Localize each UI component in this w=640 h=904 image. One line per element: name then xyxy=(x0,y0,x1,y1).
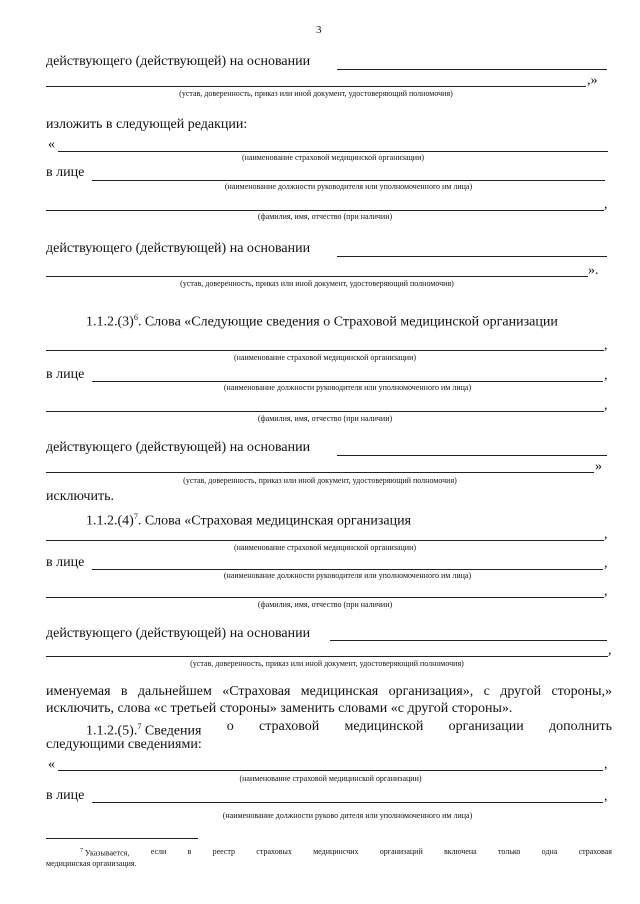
footnote-line: $^7$ Указывается, если в реестр страховых медицинсчих организаций включена только одна страховая xyxy=(80,847,612,858)
comma: , xyxy=(604,368,608,383)
in-person-label: в лице xyxy=(46,788,85,803)
position-line xyxy=(92,180,605,181)
basis-label: действующего (действующей) на основании xyxy=(46,440,311,455)
position-line xyxy=(92,802,603,803)
footnote-separator xyxy=(46,838,198,839)
comma: , xyxy=(604,398,608,413)
comma: , xyxy=(604,757,608,772)
document-line xyxy=(46,472,594,473)
basis-line xyxy=(330,640,607,641)
document-caption: (устав, доверенность, приказ или иной документ, удостоверяющий полномочия) xyxy=(190,659,464,668)
full-name-caption: (фамилия, имя, отчество (при наличии) xyxy=(257,212,393,221)
org-name-line xyxy=(46,540,604,541)
basis-label: действующего (действующей) на основании xyxy=(46,54,311,69)
footnote-ref: 6 xyxy=(133,313,138,322)
comma: , xyxy=(604,338,608,353)
document-line xyxy=(46,656,608,657)
opening-quote: « xyxy=(48,137,55,152)
document-line xyxy=(46,86,586,87)
footnote-continuation: медицинская организация. xyxy=(46,859,137,868)
position-line xyxy=(92,381,603,382)
full-name-line xyxy=(46,210,604,211)
document-caption: (устав, доверенность, приказ или иной документ, удостоверяющий полномочия) xyxy=(180,279,454,288)
org-name-caption: (наименование страховой медицинской организации) xyxy=(233,353,417,362)
document-caption: (устав, доверенность, приказ или иной документ, удостоверяющий полномочия) xyxy=(179,89,453,98)
opening-quote: « xyxy=(48,757,55,772)
full-name-caption: (фамилия, имя, отчество (при наличии) xyxy=(257,600,393,609)
in-person-label: в лице xyxy=(46,367,85,382)
org-name-caption: (наименование страховой медицинской организации) xyxy=(239,774,422,783)
position-caption: (наименование должности руково дителя или уполномоченного им лица) xyxy=(222,811,473,820)
org-name-caption: (наименование страховой медицинской организации) xyxy=(241,153,425,162)
paragraph-continuation: следующими сведениями: xyxy=(46,737,202,752)
paragraph-1-1-2-5: 1.1.2.(5).$^7$ Сведения о страховой медицинской организации дополнить xyxy=(86,719,612,739)
full-name-line xyxy=(46,597,604,598)
comma: , xyxy=(604,789,608,804)
position-caption: (наименование должности руководителя или уполномоченного им лица) xyxy=(224,182,473,191)
closing-quote: » xyxy=(595,459,602,474)
in-person-label: в лице xyxy=(46,555,85,570)
basis-line xyxy=(337,256,607,257)
org-name-line xyxy=(58,151,608,152)
full-name-line xyxy=(46,411,604,412)
footnote-ref: 7 xyxy=(133,512,138,521)
page-number: 3 xyxy=(316,24,322,36)
position-caption: (наименование должности руководителя или уполномоченного им лица) xyxy=(223,571,472,580)
org-name-line xyxy=(46,350,604,351)
paragraph-1-1-2-3: $1.1.2.(3)^6$. Слова «Следующие сведения о Страховой медицинской организации xyxy=(86,313,558,330)
basis-label: действующего (действующей) на основании xyxy=(46,626,311,641)
document-line xyxy=(46,276,588,277)
paragraph-1-1-2-4: $1.1.2.(4)^7$. Слова «Страховая медицинская организация xyxy=(86,512,412,529)
basis-line xyxy=(337,455,607,456)
comma: , xyxy=(604,527,608,542)
basis-line xyxy=(337,69,607,70)
comma: , xyxy=(604,584,608,599)
comma: , xyxy=(608,643,612,658)
full-name-caption: (фамилия, имя, отчество (при наличии) xyxy=(257,414,393,423)
in-person-label: в лице xyxy=(46,165,85,180)
footnote-marker: 7 xyxy=(80,848,83,854)
document-caption: (устав, доверенность, приказ или иной документ, удостоверяющий полномочия) xyxy=(183,476,457,485)
org-name-caption: (наименование страховой медицинской организации) xyxy=(233,543,417,552)
closing-quote: ». xyxy=(588,263,599,278)
position-line xyxy=(92,569,603,570)
comma: , xyxy=(604,556,608,571)
exclude-text: исключить. xyxy=(46,489,114,504)
comma: , xyxy=(604,197,608,212)
footnote-ref: 7 xyxy=(137,722,142,731)
replacement-text: исключить, слова «с третьей стороны» заменить словами «с другой стороны». xyxy=(46,701,513,716)
position-caption: (наименование должности руководителя или уполномоченного им лица) xyxy=(223,383,472,392)
section-heading: изложить в следующей редакции: xyxy=(46,117,248,132)
basis-label: действующего (действующей) на основании xyxy=(46,241,311,256)
justified-line: именуемая в дальнейшем «Страховая медицинская организация», с другой стороны,» xyxy=(46,684,612,699)
org-name-line xyxy=(58,770,603,771)
closing-quote: ,» xyxy=(587,73,598,88)
